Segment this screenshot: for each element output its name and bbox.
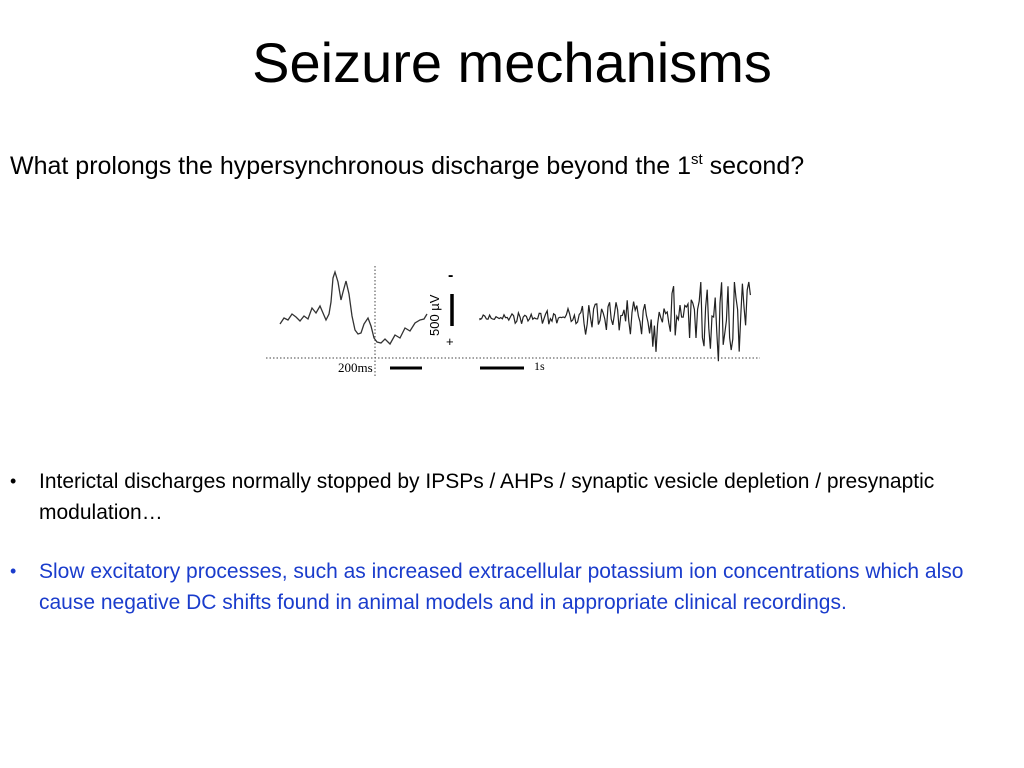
- voltage-scale-label: 500 µV: [427, 294, 442, 336]
- slide-question: [10, 149, 1020, 183]
- question-text-end: second?: [702, 152, 805, 180]
- bullet-marker: •: [10, 471, 17, 491]
- bullet-text: Slow excitatory processes, such as increased extracellular potassium ion concentrations which also cause negative DC shifts found in animal models and in appropriate clinical recordings.: [39, 560, 964, 614]
- bullet-item: [8, 466, 1008, 528]
- negative-polarity-label: -: [448, 267, 454, 284]
- positive-polarity-label: +: [446, 334, 454, 349]
- bullet-text: Interictal discharges normally stopped by IPSPs / AHPs / synaptic vesicle depletion / presynaptic modulation…: [39, 470, 935, 524]
- time-scale-right-label: 1s: [534, 359, 545, 373]
- slide-title: Seizure mechanisms: [252, 31, 772, 94]
- question-superscript: st: [690, 151, 703, 168]
- bullet-list: [8, 466, 1008, 646]
- question-text: What prolongs the hypersynchronous discharge beyond the 1: [10, 152, 691, 180]
- time-scale-left-label: 200ms: [338, 360, 373, 375]
- eeg-trace-figure: [262, 262, 762, 378]
- bullet-marker: •: [10, 561, 17, 581]
- bullet-item: [8, 556, 1008, 618]
- ictal-discharge-trace: [480, 282, 750, 361]
- interictal-spike-trace: [280, 272, 427, 344]
